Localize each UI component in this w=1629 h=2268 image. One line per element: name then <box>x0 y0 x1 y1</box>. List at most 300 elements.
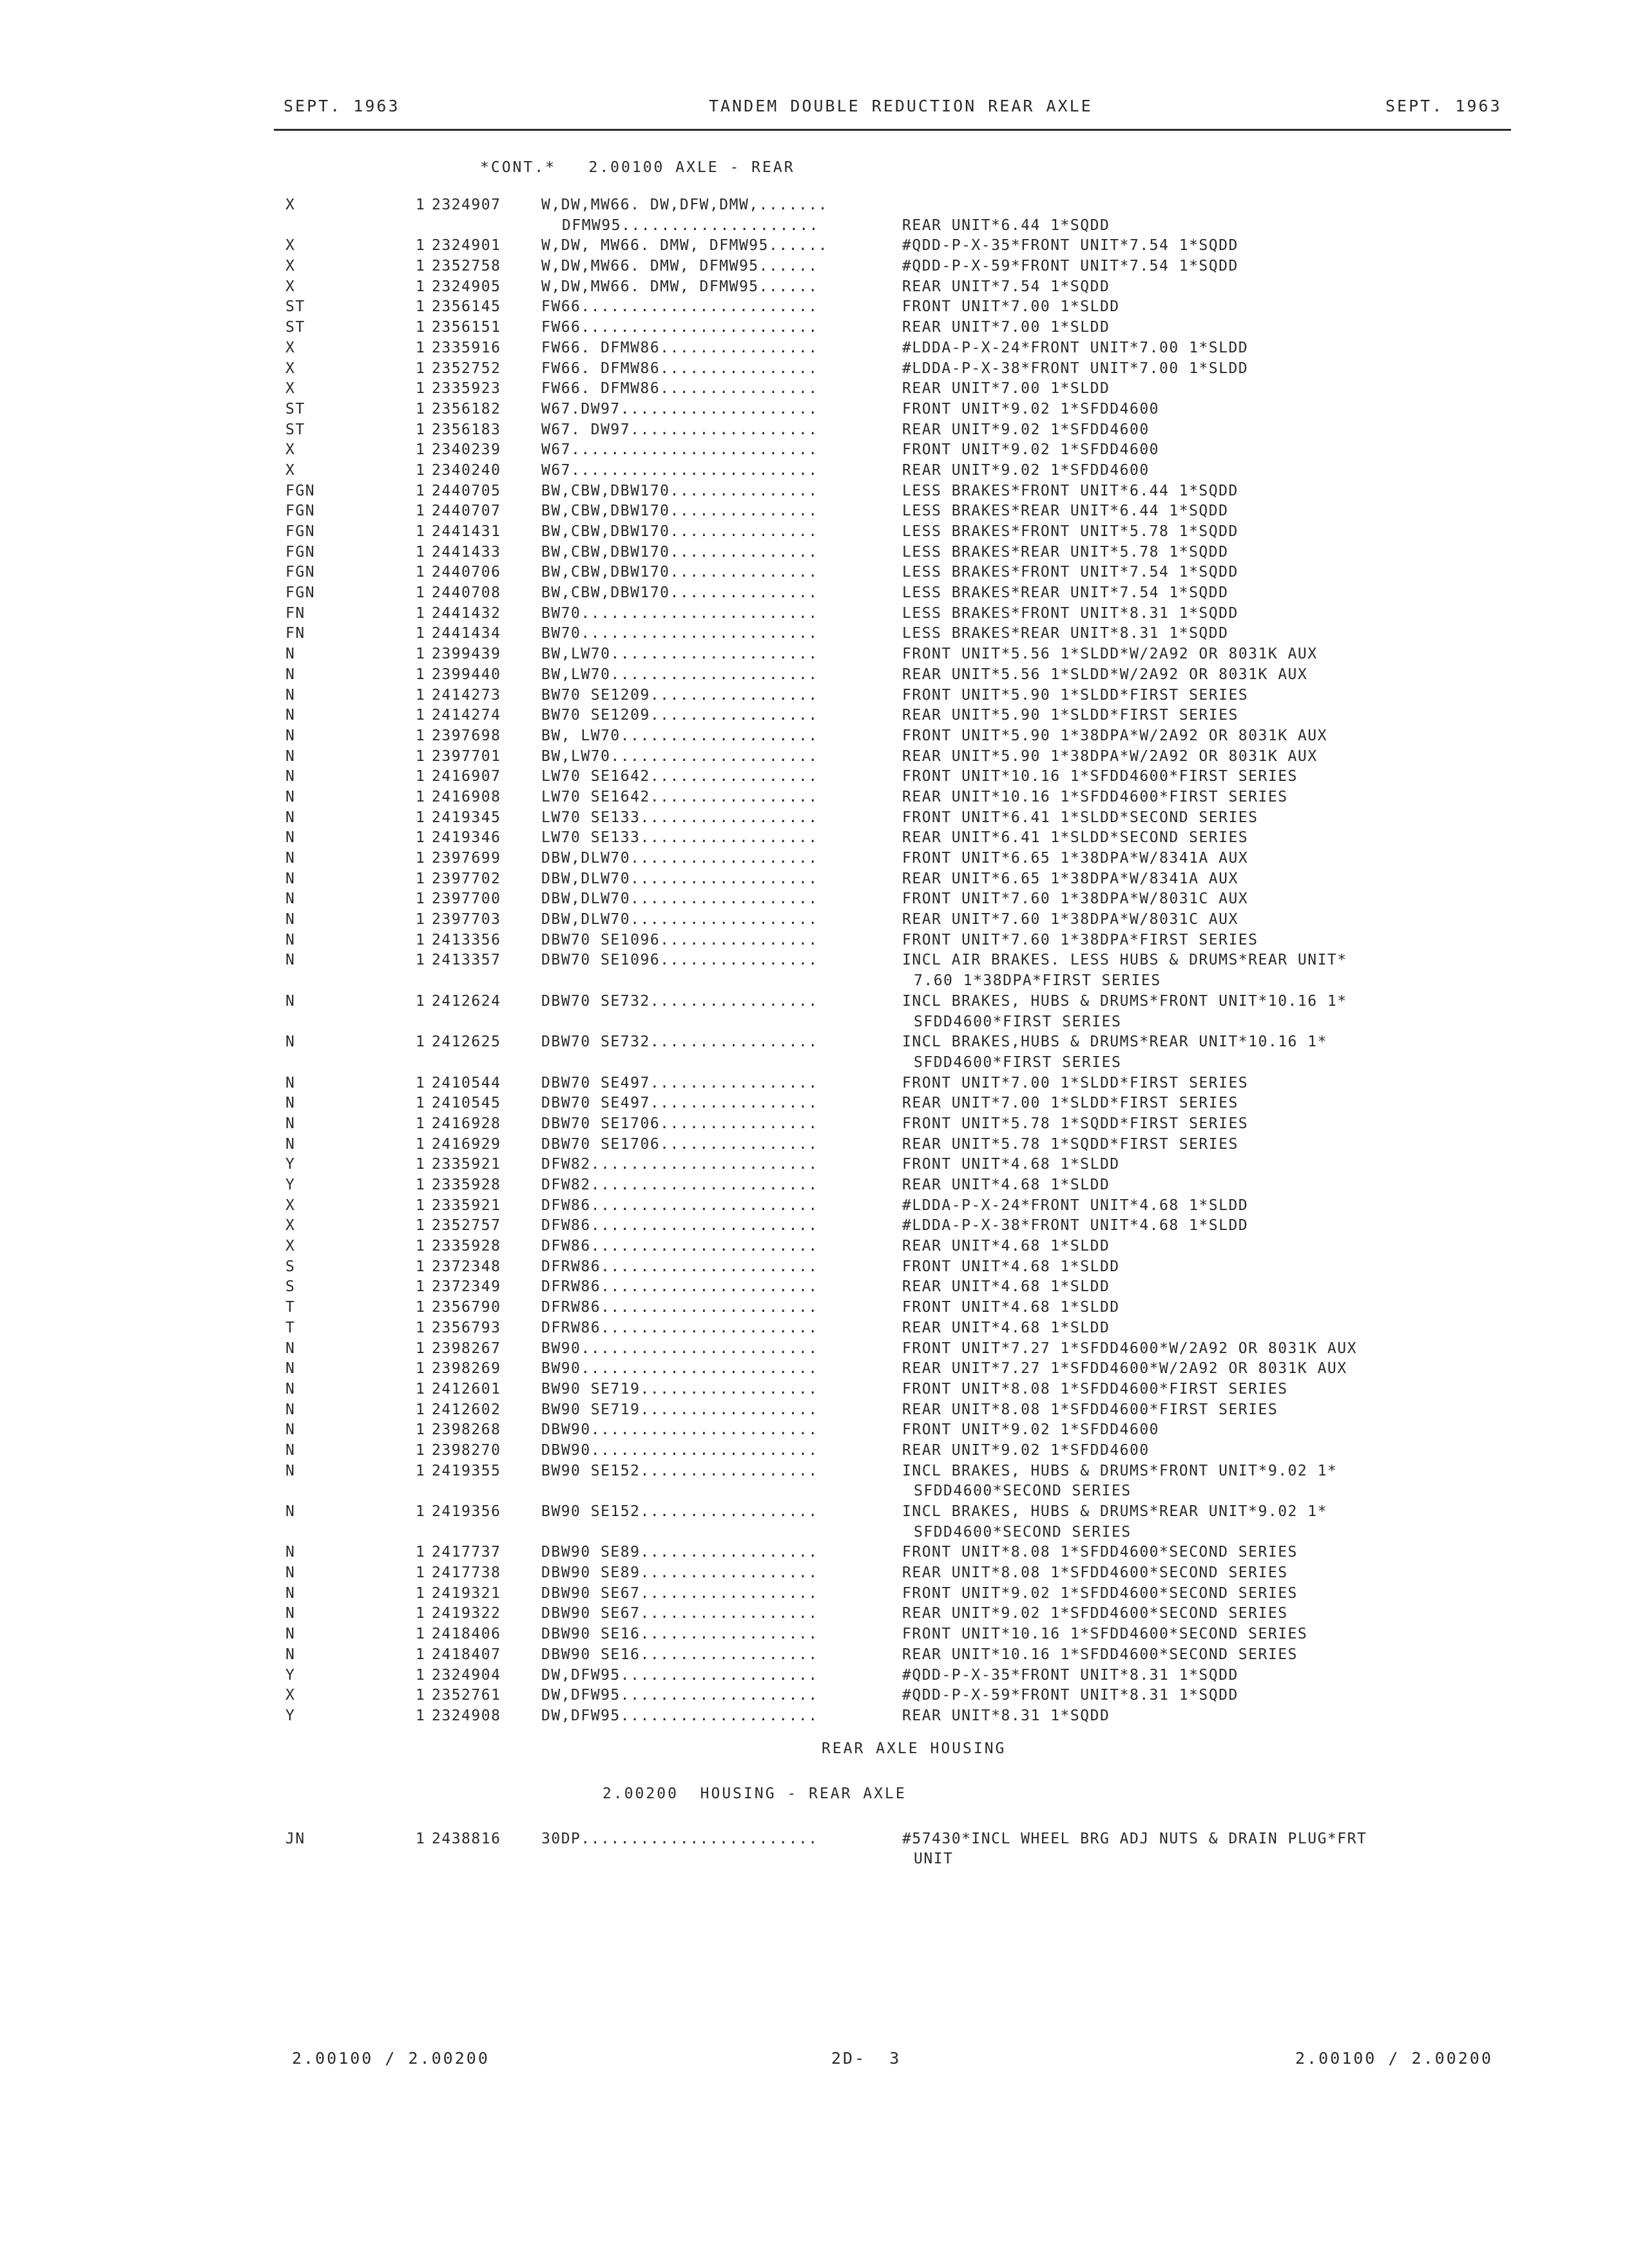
model-code: FGN <box>285 584 316 602</box>
quantity: 1 <box>416 1564 426 1582</box>
table-row-continuation <box>0 217 1629 238</box>
model-code: Y <box>285 1707 296 1724</box>
model-description: BW,CBW,DBW170............... <box>541 584 818 602</box>
model-description: BW,CBW,DBW170............... <box>541 564 818 581</box>
part-note: FRONT UNIT*9.02 1*SFDD4600 <box>902 400 1160 418</box>
model-code: N <box>285 911 296 928</box>
quantity: 1 <box>416 1441 426 1459</box>
table-row <box>0 278 1629 299</box>
part-note: #LDDA-P-X-24*FRONT UNIT*7.00 1*SLDD <box>902 339 1249 356</box>
model-code: N <box>285 666 296 683</box>
part-number: 2419346 <box>432 829 501 847</box>
part-note: FRONT UNIT*6.65 1*38DPA*W/8341A AUX <box>902 850 1249 867</box>
header-date-right: SEPT. 1963 <box>1385 97 1502 115</box>
table-row <box>0 584 1629 605</box>
part-note: FRONT UNIT*8.08 1*SFDD4600*FIRST SERIES <box>902 1380 1288 1398</box>
table-row <box>0 1278 1629 1299</box>
quantity: 1 <box>416 1503 426 1520</box>
table-row-continuation <box>0 1054 1629 1075</box>
table-row-continuation <box>0 1524 1629 1544</box>
model-description: FW66........................ <box>541 298 818 316</box>
table-row <box>0 789 1629 809</box>
model-code: N <box>285 1421 296 1439</box>
part-note-continued: REAR UNIT*6.44 1*SQDD <box>902 216 1110 234</box>
table-row-continuation <box>0 1014 1629 1034</box>
part-number: 2419345 <box>432 809 501 826</box>
part-number: 2399440 <box>432 666 501 683</box>
quantity: 1 <box>416 1196 426 1214</box>
part-note: REAR UNIT*6.41 1*SLDD*SECOND SERIES <box>902 829 1249 847</box>
quantity: 1 <box>416 400 426 418</box>
part-note: FRONT UNIT*7.60 1*38DPA*FIRST SERIES <box>902 931 1258 948</box>
part-note: FRONT UNIT*5.78 1*SQDD*FIRST SERIES <box>902 1115 1249 1132</box>
quantity: 1 <box>416 564 426 581</box>
model-code: N <box>285 1503 296 1520</box>
part-number: 2397701 <box>432 747 501 765</box>
model-code: ST <box>285 298 305 316</box>
quantity: 1 <box>416 625 426 642</box>
table-row <box>0 1626 1629 1646</box>
part-note: REAR UNIT*8.31 1*SQDD <box>902 1707 1110 1724</box>
quantity: 1 <box>416 666 426 683</box>
footer-right: 2.00100 / 2.00200 <box>1295 2049 1493 2068</box>
quantity: 1 <box>416 360 426 377</box>
part-number: 2324901 <box>432 237 501 255</box>
model-code: X <box>285 339 296 356</box>
part-note: FRONT UNIT*4.68 1*SLDD <box>902 1299 1120 1316</box>
model-description: W67......................... <box>541 441 818 459</box>
part-note-continued: SFDD4600*SECOND SERIES <box>914 1483 1132 1500</box>
footer-left: 2.00100 / 2.00200 <box>292 2049 490 2068</box>
quantity: 1 <box>416 482 426 499</box>
quantity: 1 <box>416 890 426 908</box>
model-description: W,DW, MW66. DMW, DFMW95...... <box>541 237 829 255</box>
part-number: 2419322 <box>432 1605 501 1622</box>
table-row <box>0 360 1629 381</box>
part-note: FRONT UNIT*7.00 1*SLDD*FIRST SERIES <box>902 1074 1249 1091</box>
part-note: REAR UNIT*7.00 1*SLDD <box>902 380 1110 398</box>
quantity: 1 <box>416 747 426 765</box>
header-title: TANDEM DOUBLE REDUCTION REAR AXLE <box>709 97 1093 115</box>
part-number: 2399439 <box>432 646 501 663</box>
table-row <box>0 870 1629 891</box>
part-number: 2412624 <box>432 992 501 1010</box>
part-note: REAR UNIT*9.02 1*SFDD4600 <box>902 421 1150 438</box>
part-number: 2414274 <box>432 707 501 724</box>
part-number: 2352752 <box>432 360 501 377</box>
part-number: 2440708 <box>432 584 501 602</box>
table-row <box>0 483 1629 503</box>
model-description: DBW90 SE89.................. <box>541 1544 818 1561</box>
model-description: W67.DW97.................... <box>541 400 818 418</box>
footer-page-number: 2D- 3 <box>831 2049 901 2068</box>
model-code: Y <box>285 1156 296 1173</box>
table-row <box>0 1075 1629 1095</box>
model-code: FGN <box>285 543 316 561</box>
model-description: W,DW,MW66. DW,DFW,DMW,....... <box>541 197 829 213</box>
part-number: 2440706 <box>432 564 501 581</box>
table-row <box>0 1033 1629 1054</box>
model-description: DBW,DLW70................... <box>541 870 818 887</box>
table-row <box>0 687 1629 707</box>
quantity: 1 <box>416 1156 426 1173</box>
part-number: 2418406 <box>432 1626 501 1643</box>
quantity: 1 <box>416 1319 426 1336</box>
part-number: 2417737 <box>432 1544 501 1561</box>
part-number: 2356183 <box>432 421 501 438</box>
model-code: X <box>285 360 296 377</box>
part-note: FRONT UNIT*9.02 1*SFDD4600*SECOND SERIES <box>902 1584 1298 1602</box>
model-code: N <box>285 1441 296 1459</box>
part-note-continued: SFDD4600*FIRST SERIES <box>914 1053 1122 1071</box>
model-code: N <box>285 829 296 847</box>
part-number: 2416929 <box>432 1135 501 1153</box>
table-row-continuation <box>0 1483 1629 1503</box>
part-note: REAR UNIT*10.16 1*SFDD4600*FIRST SERIES <box>902 788 1288 805</box>
table-row <box>0 544 1629 564</box>
model-code: T <box>285 1299 296 1316</box>
part-note-continued: UNIT <box>914 1850 954 1868</box>
quantity: 1 <box>416 1666 426 1684</box>
part-number: 2414273 <box>432 686 501 704</box>
part-note: FRONT UNIT*6.41 1*SLDD*SECOND SERIES <box>902 809 1258 826</box>
model-description: BW90 SE152.................. <box>541 1503 818 1520</box>
quantity: 1 <box>416 237 426 255</box>
part-note: LESS BRAKES*FRONT UNIT*6.44 1*SQDD <box>902 482 1239 499</box>
model-code: FN <box>285 625 305 642</box>
table-row <box>0 1217 1629 1238</box>
table-row <box>0 298 1629 319</box>
model-description: W,DW,MW66. DMW, DFMW95...... <box>541 278 818 295</box>
quantity: 1 <box>416 1584 426 1602</box>
part-note: LESS BRAKES*REAR UNIT*8.31 1*SQDD <box>902 625 1229 642</box>
part-note: INCL BRAKES,HUBS & DRUMS*REAR UNIT*10.16 1* <box>902 1033 1327 1051</box>
part-note: #LDDA-P-X-38*FRONT UNIT*4.68 1*SLDD <box>902 1217 1249 1235</box>
table-row <box>0 890 1629 911</box>
model-description: DFW82....................... <box>541 1177 818 1193</box>
table-row <box>0 197 1629 217</box>
model-code: FGN <box>285 482 316 499</box>
quantity: 1 <box>416 1687 426 1704</box>
model-description: DW,DFW95.................... <box>541 1666 818 1684</box>
quantity: 1 <box>416 931 426 948</box>
quantity: 1 <box>416 870 426 887</box>
part-number: 2413356 <box>432 931 501 948</box>
table-row <box>0 237 1629 258</box>
model-description: W67. DW97................... <box>541 421 818 438</box>
model-code: N <box>285 1033 296 1051</box>
table-row <box>0 401 1629 421</box>
model-description: DBW90 SE67.................. <box>541 1584 818 1602</box>
part-note: REAR UNIT*7.00 1*SLDD <box>902 319 1110 336</box>
part-note: FRONT UNIT*7.60 1*38DPA*W/8031C AUX <box>902 890 1249 908</box>
table-row <box>0 462 1629 483</box>
part-note: #QDD-P-X-35*FRONT UNIT*7.54 1*SQDD <box>902 237 1239 255</box>
quantity: 1 <box>416 1462 426 1479</box>
model-code: N <box>285 1564 296 1582</box>
table-row <box>0 1360 1629 1381</box>
model-description: DBW70 SE732................. <box>541 992 818 1010</box>
table-row <box>0 1340 1629 1361</box>
part-note: REAR UNIT*7.00 1*SLDD*FIRST SERIES <box>902 1095 1239 1112</box>
part-note: INCL BRAKES, HUBS & DRUMS*FRONT UNIT*10.16 1* <box>902 992 1347 1010</box>
model-code: FGN <box>285 503 316 520</box>
model-code: N <box>285 768 296 785</box>
model-description: DBW90 SE67.................. <box>541 1605 818 1622</box>
quantity: 1 <box>416 1360 426 1378</box>
part-note: INCL BRAKES, HUBS & DRUMS*REAR UNIT*9.02 1* <box>902 1503 1327 1520</box>
part-note: FRONT UNIT*8.08 1*SFDD4600*SECOND SERIES <box>902 1544 1298 1561</box>
table-row-continuation <box>0 1850 1629 1871</box>
model-code: N <box>285 931 296 948</box>
model-code: N <box>285 646 296 663</box>
part-number: 2324907 <box>432 197 501 213</box>
part-number: 2398269 <box>432 1360 501 1378</box>
model-code: X <box>285 278 296 295</box>
model-code: X <box>285 1687 296 1704</box>
model-description: DBW,DLW70................... <box>541 850 818 867</box>
model-code: N <box>285 1605 296 1622</box>
table-row <box>0 1503 1629 1524</box>
part-note: REAR UNIT*5.90 1*SLDD*FIRST SERIES <box>902 707 1239 724</box>
part-number: 2356182 <box>432 400 501 418</box>
model-description: DW,DFW95.................... <box>541 1707 818 1724</box>
model-description: W,DW,MW66. DMW, DFMW95...... <box>541 258 818 275</box>
table-row <box>0 666 1629 687</box>
part-note: REAR UNIT*5.56 1*SLDD*W/2A92 OR 8031K AUX <box>902 666 1308 683</box>
model-code: X <box>285 441 296 459</box>
part-note: FRONT UNIT*7.27 1*SFDD4600*W/2A92 OR 8031K AUX <box>902 1340 1357 1357</box>
quantity: 1 <box>416 686 426 704</box>
model-code: ST <box>285 400 305 418</box>
table-row <box>0 441 1629 462</box>
part-note: REAR UNIT*5.90 1*38DPA*W/2A92 OR 8031K AUX <box>902 747 1318 765</box>
model-description: FW66. DFMW86................ <box>541 380 818 398</box>
part-number: 2419355 <box>432 1462 501 1479</box>
part-number: 2352761 <box>432 1687 501 1704</box>
model-description: BW70........................ <box>541 625 818 642</box>
part-number: 2372348 <box>432 1258 501 1275</box>
model-description: DBW90....................... <box>541 1441 818 1459</box>
model-description: DBW70 SE1096................ <box>541 952 818 969</box>
quantity: 1 <box>416 503 426 520</box>
quantity: 1 <box>416 1401 426 1418</box>
part-number: 2352758 <box>432 258 501 275</box>
quantity: 1 <box>416 1258 426 1275</box>
part-number: 2356790 <box>432 1299 501 1316</box>
quantity: 1 <box>416 1033 426 1051</box>
quantity: 1 <box>416 1217 426 1235</box>
model-code: X <box>285 1238 296 1255</box>
table-row <box>0 1463 1629 1483</box>
table-row <box>0 748 1629 769</box>
table-row <box>0 1299 1629 1320</box>
quantity: 1 <box>416 298 426 316</box>
model-code: Y <box>285 1177 296 1193</box>
model-description: BW90 SE152.................. <box>541 1462 818 1479</box>
model-code: N <box>285 1380 296 1398</box>
model-code: N <box>285 1340 296 1357</box>
model-code: S <box>285 1278 296 1296</box>
model-description: BW,LW70..................... <box>541 747 818 765</box>
quantity: 1 <box>416 197 426 213</box>
table-row <box>0 1401 1629 1422</box>
quantity: 1 <box>416 707 426 724</box>
model-code: X <box>285 1217 296 1235</box>
model-description: LW70 SE133.................. <box>541 809 818 826</box>
part-number: 2441432 <box>432 604 501 622</box>
part-note: #LDDA-P-X-38*FRONT UNIT*7.00 1*SLDD <box>902 360 1249 377</box>
part-number: 2356793 <box>432 1319 501 1336</box>
part-note: REAR UNIT*7.27 1*SFDD4600*W/2A92 OR 8031K AUX <box>902 1360 1347 1378</box>
quantity: 1 <box>416 380 426 398</box>
quantity: 1 <box>416 1421 426 1439</box>
part-number: 2413357 <box>432 952 501 969</box>
section-title: *CONT.* 2.00100 AXLE - REAR <box>480 159 795 176</box>
quantity: 1 <box>416 1074 426 1091</box>
housing-heading: REAR AXLE HOUSING <box>822 1740 1007 1757</box>
model-code: N <box>285 1360 296 1378</box>
model-code: ST <box>285 421 305 438</box>
table-row <box>0 646 1629 666</box>
part-note: FRONT UNIT*4.68 1*SLDD <box>902 1258 1120 1275</box>
part-note: FRONT UNIT*5.90 1*SLDD*FIRST SERIES <box>902 686 1249 704</box>
part-note: LESS BRAKES*REAR UNIT*5.78 1*SQDD <box>902 543 1229 561</box>
model-description: DBW70 SE1706................ <box>541 1135 818 1153</box>
part-note: FRONT UNIT*5.90 1*38DPA*W/2A92 OR 8031K AUX <box>902 727 1327 744</box>
model-description: BW90 SE719.................. <box>541 1380 818 1398</box>
table-row <box>0 1238 1629 1258</box>
part-number: 2441434 <box>432 625 501 642</box>
table-row <box>0 1687 1629 1707</box>
part-note-continued: SFDD4600*FIRST SERIES <box>914 1013 1122 1030</box>
part-note: #QDD-P-X-35*FRONT UNIT*8.31 1*SQDD <box>902 1666 1239 1684</box>
part-note: FRONT UNIT*4.68 1*SLDD <box>902 1156 1120 1173</box>
table-row <box>0 1646 1629 1667</box>
part-note: LESS BRAKES*REAR UNIT*7.54 1*SQDD <box>902 584 1229 602</box>
model-code: FN <box>285 604 305 622</box>
part-number: 2398270 <box>432 1441 501 1459</box>
quantity: 1 <box>416 604 426 622</box>
model-description: DBW90 SE16.................. <box>541 1646 818 1663</box>
table-row-continuation <box>0 972 1629 993</box>
model-description: DBW,DLW70................... <box>541 911 818 928</box>
table-row <box>0 1095 1629 1115</box>
model-code: N <box>285 1135 296 1153</box>
part-number: 2335928 <box>432 1238 501 1255</box>
table-row <box>0 1544 1629 1564</box>
quantity: 1 <box>416 646 426 663</box>
quantity: 1 <box>416 543 426 561</box>
part-note: REAR UNIT*6.65 1*38DPA*W/8341A AUX <box>902 870 1239 887</box>
part-note: #57430*INCL WHEEL BRG ADJ NUTS & DRAIN PLUG*FRT <box>902 1830 1367 1847</box>
part-number: 2324908 <box>432 1707 501 1724</box>
quantity: 1 <box>416 768 426 785</box>
part-number: 2419321 <box>432 1584 501 1602</box>
part-number: 2397702 <box>432 870 501 887</box>
table-row <box>0 1136 1629 1157</box>
model-code: N <box>285 727 296 744</box>
quantity: 1 <box>416 788 426 805</box>
model-description: DBW70 SE1706................ <box>541 1115 818 1132</box>
part-number: 2356145 <box>432 298 501 316</box>
model-code: N <box>285 1584 296 1602</box>
model-code: N <box>285 952 296 969</box>
table-row <box>0 1442 1629 1463</box>
model-description: BW90........................ <box>541 1360 818 1378</box>
model-description: DBW90....................... <box>541 1421 818 1439</box>
part-number: 2419356 <box>432 1503 501 1520</box>
quantity: 1 <box>416 1135 426 1153</box>
model-description: DFW86....................... <box>541 1238 818 1255</box>
model-code: S <box>285 1258 296 1275</box>
part-number: 2335928 <box>432 1177 501 1193</box>
model-description: BW,CBW,DBW170............... <box>541 503 818 520</box>
quantity: 1 <box>416 584 426 602</box>
part-note: LESS BRAKES*FRONT UNIT*8.31 1*SQDD <box>902 604 1239 622</box>
part-note: FRONT UNIT*9.02 1*SFDD4600 <box>902 441 1160 459</box>
model-code: N <box>285 686 296 704</box>
part-number: 2335916 <box>432 339 501 356</box>
quantity: 1 <box>416 911 426 928</box>
model-description: DBW70 SE1096................ <box>541 931 818 948</box>
part-number: 2417738 <box>432 1564 501 1582</box>
model-code: X <box>285 380 296 398</box>
model-code: N <box>285 850 296 867</box>
part-note: FRONT UNIT*7.00 1*SLDD <box>902 298 1120 316</box>
model-code: N <box>285 1095 296 1112</box>
model-description-continued: DFMW95.................... <box>562 216 820 234</box>
table-row <box>0 340 1629 360</box>
model-description: DFW86....................... <box>541 1196 818 1214</box>
table-row <box>0 1197 1629 1218</box>
part-number: 2416907 <box>432 768 501 785</box>
quantity: 1 <box>416 1115 426 1132</box>
part-number: 2352757 <box>432 1217 501 1235</box>
model-description: BW90 SE719.................. <box>541 1401 818 1418</box>
model-description: FW66. DFMW86................ <box>541 339 818 356</box>
quantity: 1 <box>416 319 426 336</box>
part-note: #QDD-P-X-59*FRONT UNIT*7.54 1*SQDD <box>902 258 1239 275</box>
table-row <box>0 319 1629 340</box>
table-row <box>0 258 1629 278</box>
part-number: 2340239 <box>432 441 501 459</box>
part-number: 2416928 <box>432 1115 501 1132</box>
model-description: DBW,DLW70................... <box>541 890 818 908</box>
part-note: REAR UNIT*9.02 1*SFDD4600 <box>902 461 1150 479</box>
header-date-left: SEPT. 1963 <box>284 97 400 115</box>
quantity: 1 <box>416 523 426 540</box>
table-row <box>0 1667 1629 1687</box>
model-description: DFRW86...................... <box>541 1278 818 1296</box>
model-code: N <box>285 747 296 765</box>
part-note: FRONT UNIT*10.16 1*SFDD4600*FIRST SERIES <box>902 768 1298 785</box>
part-note: REAR UNIT*4.68 1*SLDD <box>902 1177 1110 1193</box>
table-row <box>0 1115 1629 1136</box>
quantity: 1 <box>416 1340 426 1357</box>
part-number: 2416908 <box>432 788 501 805</box>
model-description: BW,CBW,DBW170............... <box>541 523 818 540</box>
part-number: 2441431 <box>432 523 501 540</box>
table-row <box>0 1831 1629 1851</box>
table-row <box>0 1381 1629 1401</box>
model-description: BW90........................ <box>541 1340 818 1357</box>
part-number: 2335923 <box>432 380 501 398</box>
part-number: 2398268 <box>432 1421 501 1439</box>
quantity: 1 <box>416 1605 426 1622</box>
part-note: REAR UNIT*8.08 1*SFDD4600*SECOND SERIES <box>902 1564 1288 1582</box>
quantity: 1 <box>416 258 426 275</box>
